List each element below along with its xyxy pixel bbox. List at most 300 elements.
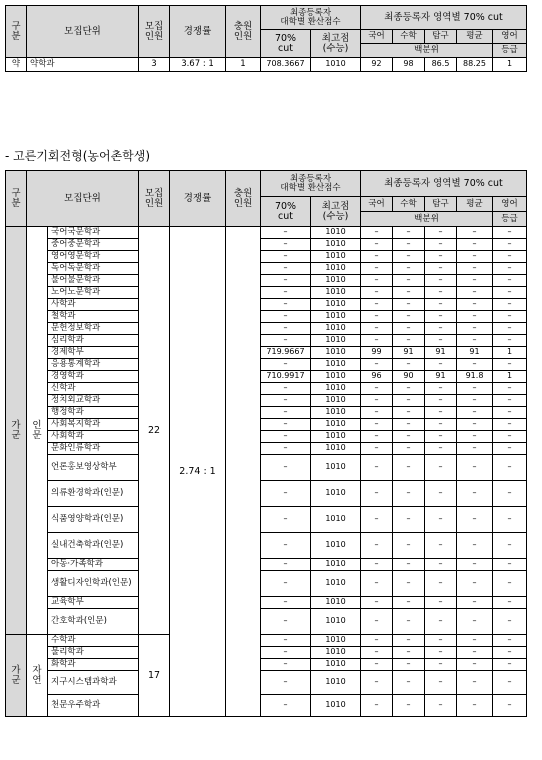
header-area-cut: 최종등록자 영역별 70% cut bbox=[361, 171, 527, 197]
header-final-score: 최종등록자 대학별 환산점수 bbox=[261, 171, 361, 197]
table-row bbox=[6, 481, 527, 507]
cut70-cell: – bbox=[261, 335, 311, 347]
inquiry-cell: – bbox=[425, 251, 457, 263]
math-cell: – bbox=[393, 335, 425, 347]
cut70-cell: 719.9667 bbox=[261, 347, 311, 359]
header-korean: 국어 bbox=[361, 30, 393, 44]
header-average: 평균 bbox=[457, 30, 493, 44]
english-cell: – bbox=[493, 481, 527, 507]
dept-cell: 응용통계학과 bbox=[48, 359, 139, 371]
average-cell: – bbox=[457, 359, 493, 371]
header-max-sub: (수능) bbox=[322, 210, 349, 222]
dept-cell: 경제학부 bbox=[48, 347, 139, 359]
english-cell: – bbox=[493, 287, 527, 299]
cut70-cell: – bbox=[261, 383, 311, 395]
inquiry-cell: – bbox=[425, 395, 457, 407]
average-cell: – bbox=[457, 647, 493, 659]
header-math: 수학 bbox=[393, 30, 425, 44]
dept-cell: 경영학과 bbox=[48, 371, 139, 383]
korean-cell: – bbox=[361, 359, 393, 371]
korean-cell: – bbox=[361, 609, 393, 635]
header-final-score: 최종등록자 대학별 환산점수 bbox=[261, 6, 361, 30]
english-cell: – bbox=[493, 571, 527, 597]
table-row bbox=[6, 597, 527, 609]
table-row bbox=[6, 58, 527, 72]
math-cell: – bbox=[393, 481, 425, 507]
english-cell: – bbox=[493, 507, 527, 533]
inquiry-cell: – bbox=[425, 407, 457, 419]
table-row bbox=[6, 371, 527, 383]
row-english: 1 bbox=[493, 58, 527, 72]
header-unit: 모집단위 bbox=[27, 171, 139, 227]
inquiry-cell: – bbox=[425, 299, 457, 311]
cut70-cell: – bbox=[261, 443, 311, 455]
korean-cell: – bbox=[361, 311, 393, 323]
table-row bbox=[6, 635, 527, 647]
average-cell: – bbox=[457, 287, 493, 299]
dept-cell: 사학과 bbox=[48, 299, 139, 311]
table-row bbox=[6, 239, 527, 251]
korean-cell: – bbox=[361, 533, 393, 559]
dept-cell: 수학과 bbox=[48, 635, 139, 647]
english-cell: – bbox=[493, 263, 527, 275]
dept-cell: 문화인류학과 bbox=[48, 443, 139, 455]
math-cell: – bbox=[393, 395, 425, 407]
english-cell: – bbox=[493, 443, 527, 455]
table-row bbox=[6, 455, 527, 481]
recruit-cell: 22 bbox=[139, 227, 170, 635]
math-cell: – bbox=[393, 695, 425, 717]
table-row bbox=[6, 251, 527, 263]
inquiry-cell: – bbox=[425, 311, 457, 323]
dept-cell: 물리학과 bbox=[48, 647, 139, 659]
rural-table-body bbox=[6, 227, 527, 717]
table-row bbox=[6, 335, 527, 347]
max-cell: 1010 bbox=[311, 287, 361, 299]
table-row bbox=[6, 659, 527, 671]
dept-cell: 의류환경학과(인문) bbox=[48, 481, 139, 507]
english-cell: – bbox=[493, 239, 527, 251]
header-cut70 bbox=[261, 30, 311, 58]
max-cell: 1010 bbox=[311, 323, 361, 335]
rural-admission-table bbox=[5, 170, 527, 717]
average-cell: – bbox=[457, 299, 493, 311]
inquiry-cell: – bbox=[425, 275, 457, 287]
header-cut70-label: 70% bbox=[274, 200, 297, 212]
table-row bbox=[6, 299, 527, 311]
max-cell: 1010 bbox=[311, 695, 361, 717]
korean-cell: – bbox=[361, 239, 393, 251]
english-cell: – bbox=[493, 455, 527, 481]
korean-cell: – bbox=[361, 635, 393, 647]
inquiry-cell: – bbox=[425, 359, 457, 371]
table-row bbox=[6, 647, 527, 659]
english-cell: – bbox=[493, 395, 527, 407]
header-math: 수학 bbox=[393, 197, 425, 212]
math-cell: – bbox=[393, 443, 425, 455]
max-cell: 1010 bbox=[311, 659, 361, 671]
header-cut70 bbox=[261, 197, 311, 227]
korean-cell: – bbox=[361, 419, 393, 431]
korean-cell: – bbox=[361, 251, 393, 263]
table-row bbox=[6, 311, 527, 323]
math-cell: – bbox=[393, 659, 425, 671]
english-cell: – bbox=[493, 335, 527, 347]
header-area-cut: 최종등록자 영역별 70% cut bbox=[361, 6, 527, 30]
table-row bbox=[6, 533, 527, 559]
average-cell: – bbox=[457, 635, 493, 647]
inquiry-cell: – bbox=[425, 597, 457, 609]
header-gubun: 구 분 bbox=[6, 171, 27, 227]
average-cell: – bbox=[457, 311, 493, 323]
average-cell: – bbox=[457, 383, 493, 395]
header-english: 영어 bbox=[493, 30, 527, 44]
korean-cell: – bbox=[361, 431, 393, 443]
table-row bbox=[6, 671, 527, 695]
additional-cell bbox=[226, 227, 261, 717]
korean-cell: – bbox=[361, 507, 393, 533]
table-row bbox=[6, 263, 527, 275]
math-cell: – bbox=[393, 287, 425, 299]
english-cell: – bbox=[493, 359, 527, 371]
average-cell: 91 bbox=[457, 347, 493, 359]
header-grade: 등급 bbox=[493, 44, 527, 58]
average-cell: – bbox=[457, 407, 493, 419]
math-cell: – bbox=[393, 299, 425, 311]
table-row bbox=[6, 323, 527, 335]
average-cell: – bbox=[457, 335, 493, 347]
average-cell: – bbox=[457, 671, 493, 695]
english-cell: – bbox=[493, 695, 527, 717]
header-average: 평균 bbox=[457, 197, 493, 212]
inquiry-cell: – bbox=[425, 239, 457, 251]
english-cell: – bbox=[493, 323, 527, 335]
header-recruit: 모집 인원 bbox=[139, 171, 170, 227]
max-cell: 1010 bbox=[311, 507, 361, 533]
korean-cell: – bbox=[361, 571, 393, 597]
average-cell: – bbox=[457, 275, 493, 287]
english-cell: – bbox=[493, 597, 527, 609]
dept-cell: 사회학과 bbox=[48, 431, 139, 443]
average-cell: – bbox=[457, 431, 493, 443]
english-cell: – bbox=[493, 419, 527, 431]
cut70-cell: – bbox=[261, 431, 311, 443]
cut70-cell: – bbox=[261, 559, 311, 571]
cut70-cell: – bbox=[261, 533, 311, 559]
dept-cell: 생활디자인학과(인문) bbox=[48, 571, 139, 597]
average-cell: – bbox=[457, 659, 493, 671]
korean-cell: – bbox=[361, 443, 393, 455]
max-cell: 1010 bbox=[311, 347, 361, 359]
math-cell: – bbox=[393, 311, 425, 323]
table-row bbox=[6, 609, 527, 635]
dept-cell: 신학과 bbox=[48, 383, 139, 395]
cut70-cell: – bbox=[261, 671, 311, 695]
average-cell: – bbox=[457, 571, 493, 597]
dept-cell: 사회복지학과 bbox=[48, 419, 139, 431]
row-additional: 1 bbox=[226, 58, 261, 72]
cut70-cell: – bbox=[261, 507, 311, 533]
row-korean: 92 bbox=[361, 58, 393, 72]
average-cell: – bbox=[457, 507, 493, 533]
inquiry-cell: – bbox=[425, 455, 457, 481]
korean-cell: – bbox=[361, 383, 393, 395]
korean-cell: – bbox=[361, 559, 393, 571]
math-cell: – bbox=[393, 533, 425, 559]
cut70-cell: – bbox=[261, 275, 311, 287]
table-row bbox=[6, 395, 527, 407]
header-cut70-sub: cut bbox=[278, 42, 293, 54]
cut70-cell: – bbox=[261, 395, 311, 407]
max-cell: 1010 bbox=[311, 671, 361, 695]
max-cell: 1010 bbox=[311, 251, 361, 263]
table-row bbox=[6, 275, 527, 287]
cut70-cell: – bbox=[261, 323, 311, 335]
inquiry-cell: – bbox=[425, 647, 457, 659]
korean-cell: – bbox=[361, 647, 393, 659]
korean-cell: – bbox=[361, 481, 393, 507]
average-cell: – bbox=[457, 239, 493, 251]
table-row bbox=[6, 507, 527, 533]
math-cell: – bbox=[393, 559, 425, 571]
english-cell: – bbox=[493, 299, 527, 311]
math-cell: – bbox=[393, 671, 425, 695]
max-cell: 1010 bbox=[311, 455, 361, 481]
header-max-label: 최고점 bbox=[321, 200, 350, 212]
math-cell: – bbox=[393, 597, 425, 609]
cut70-cell: – bbox=[261, 481, 311, 507]
cut70-cell: – bbox=[261, 263, 311, 275]
category-cell: 인 문 bbox=[27, 227, 48, 635]
dept-cell: 문헌정보학과 bbox=[48, 323, 139, 335]
header-cut70-sub: cut bbox=[278, 210, 293, 222]
inquiry-cell: – bbox=[425, 671, 457, 695]
cut70-cell: – bbox=[261, 647, 311, 659]
inquiry-cell: – bbox=[425, 227, 457, 239]
max-cell: 1010 bbox=[311, 395, 361, 407]
korean-cell: – bbox=[361, 659, 393, 671]
header-recruit: 모집 인원 bbox=[139, 6, 170, 58]
math-cell: – bbox=[393, 323, 425, 335]
dept-cell: 불어불문학과 bbox=[48, 275, 139, 287]
cut70-cell: – bbox=[261, 571, 311, 597]
korean-cell: – bbox=[361, 227, 393, 239]
average-cell: – bbox=[457, 533, 493, 559]
header-max-label: 최고점 bbox=[321, 32, 350, 44]
math-cell: – bbox=[393, 263, 425, 275]
header-gubun: 구 분 bbox=[6, 6, 27, 58]
math-cell: – bbox=[393, 507, 425, 533]
max-cell: 1010 bbox=[311, 431, 361, 443]
table-row bbox=[6, 227, 527, 239]
cut70-cell: – bbox=[261, 311, 311, 323]
math-cell: – bbox=[393, 571, 425, 597]
inquiry-cell: – bbox=[425, 481, 457, 507]
inquiry-cell: – bbox=[425, 659, 457, 671]
inquiry-cell: – bbox=[425, 533, 457, 559]
header-max bbox=[311, 197, 361, 227]
dept-cell: 행정학과 bbox=[48, 407, 139, 419]
average-cell: – bbox=[457, 227, 493, 239]
korean-cell: – bbox=[361, 671, 393, 695]
header-competition: 경쟁률 bbox=[170, 6, 226, 58]
english-cell: – bbox=[493, 227, 527, 239]
inquiry-cell: – bbox=[425, 571, 457, 597]
table-row bbox=[6, 571, 527, 597]
max-cell: 1010 bbox=[311, 383, 361, 395]
average-cell: – bbox=[457, 395, 493, 407]
english-cell: – bbox=[493, 311, 527, 323]
max-cell: 1010 bbox=[311, 597, 361, 609]
header-max-sub: (수능) bbox=[322, 42, 349, 54]
average-cell: – bbox=[457, 481, 493, 507]
math-cell: 91 bbox=[393, 347, 425, 359]
header-grade: 등급 bbox=[493, 212, 527, 227]
table-row bbox=[6, 695, 527, 717]
inquiry-cell: – bbox=[425, 383, 457, 395]
header-unit: 모집단위 bbox=[27, 6, 139, 58]
korean-cell: – bbox=[361, 287, 393, 299]
korean-cell: – bbox=[361, 323, 393, 335]
gun-cell: 가 군 bbox=[6, 227, 27, 635]
gun-cell: 가 군 bbox=[6, 635, 27, 717]
dept-cell: 아동·가족학과 bbox=[48, 559, 139, 571]
cut70-cell: – bbox=[261, 635, 311, 647]
dept-cell: 영어영문학과 bbox=[48, 251, 139, 263]
inquiry-cell: – bbox=[425, 287, 457, 299]
inquiry-cell: – bbox=[425, 323, 457, 335]
category-cell: 자 연 bbox=[27, 635, 48, 717]
table-row bbox=[6, 383, 527, 395]
cut70-cell: – bbox=[261, 287, 311, 299]
math-cell: – bbox=[393, 227, 425, 239]
table-row bbox=[6, 431, 527, 443]
inquiry-cell: – bbox=[425, 443, 457, 455]
dept-cell: 중어중문학과 bbox=[48, 239, 139, 251]
max-cell: 1010 bbox=[311, 571, 361, 597]
dept-cell: 지구시스템과학과 bbox=[48, 671, 139, 695]
english-cell: 1 bbox=[493, 347, 527, 359]
inquiry-cell: – bbox=[425, 431, 457, 443]
average-cell: – bbox=[457, 597, 493, 609]
korean-cell: 96 bbox=[361, 371, 393, 383]
math-cell: – bbox=[393, 275, 425, 287]
dept-cell: 교육학부 bbox=[48, 597, 139, 609]
korean-cell: – bbox=[361, 395, 393, 407]
cut70-cell: – bbox=[261, 299, 311, 311]
header-inquiry: 탐구 bbox=[425, 197, 457, 212]
average-cell: – bbox=[457, 443, 493, 455]
dept-cell: 독어독문학과 bbox=[48, 263, 139, 275]
header-korean: 국어 bbox=[361, 197, 393, 212]
math-cell: – bbox=[393, 239, 425, 251]
header-additional: 충원 인원 bbox=[226, 6, 261, 58]
header-max bbox=[311, 30, 361, 58]
inquiry-cell: 91 bbox=[425, 347, 457, 359]
inquiry-cell: – bbox=[425, 609, 457, 635]
cut70-cell: – bbox=[261, 239, 311, 251]
inquiry-cell: – bbox=[425, 507, 457, 533]
english-cell: – bbox=[493, 275, 527, 287]
table-row bbox=[6, 419, 527, 431]
inquiry-cell: – bbox=[425, 263, 457, 275]
header-percentile: 백분위 bbox=[361, 44, 493, 58]
korean-cell: – bbox=[361, 263, 393, 275]
average-cell: – bbox=[457, 419, 493, 431]
english-cell: – bbox=[493, 251, 527, 263]
inquiry-cell: – bbox=[425, 335, 457, 347]
dept-cell: 언론홍보영상학부 bbox=[48, 455, 139, 481]
dept-cell: 정치외교학과 bbox=[48, 395, 139, 407]
english-cell: – bbox=[493, 383, 527, 395]
row-cut70: 708.3667 bbox=[261, 58, 311, 72]
max-cell: 1010 bbox=[311, 263, 361, 275]
cut70-cell: – bbox=[261, 695, 311, 717]
table-row bbox=[6, 407, 527, 419]
english-cell: – bbox=[493, 647, 527, 659]
math-cell: – bbox=[393, 647, 425, 659]
english-cell: – bbox=[493, 671, 527, 695]
pharmacy-results-table bbox=[5, 5, 527, 72]
max-cell: 1010 bbox=[311, 239, 361, 251]
max-cell: 1010 bbox=[311, 559, 361, 571]
cut70-cell: – bbox=[261, 407, 311, 419]
korean-cell: – bbox=[361, 335, 393, 347]
english-cell: – bbox=[493, 407, 527, 419]
english-cell: – bbox=[493, 609, 527, 635]
dept-cell: 식품영양학과(인문) bbox=[48, 507, 139, 533]
dept-cell: 화학과 bbox=[48, 659, 139, 671]
dept-cell: 간호학과(인문) bbox=[48, 609, 139, 635]
header-cut70-label: 70% bbox=[274, 32, 297, 44]
inquiry-cell: – bbox=[425, 635, 457, 647]
row-max: 1010 bbox=[311, 58, 361, 72]
dept-cell: 실내건축학과(인문) bbox=[48, 533, 139, 559]
row-dept: 약학과 bbox=[27, 58, 139, 72]
section-title: - 고른기회전형(농어촌학생) bbox=[5, 149, 151, 163]
cut70-cell: 710.9917 bbox=[261, 371, 311, 383]
header-additional: 충원 인원 bbox=[226, 171, 261, 227]
english-cell: – bbox=[493, 533, 527, 559]
english-cell: – bbox=[493, 431, 527, 443]
math-cell: – bbox=[393, 431, 425, 443]
cut70-cell: – bbox=[261, 251, 311, 263]
max-cell: 1010 bbox=[311, 419, 361, 431]
table-row bbox=[6, 359, 527, 371]
dept-cell: 노어노문학과 bbox=[48, 287, 139, 299]
korean-cell: – bbox=[361, 275, 393, 287]
cut70-cell: – bbox=[261, 419, 311, 431]
table-row bbox=[6, 443, 527, 455]
math-cell: – bbox=[393, 609, 425, 635]
english-cell: – bbox=[493, 559, 527, 571]
max-cell: 1010 bbox=[311, 227, 361, 239]
math-cell: – bbox=[393, 359, 425, 371]
korean-cell: – bbox=[361, 299, 393, 311]
max-cell: 1010 bbox=[311, 533, 361, 559]
korean-cell: – bbox=[361, 455, 393, 481]
korean-cell: – bbox=[361, 597, 393, 609]
dept-cell: 천문우주학과 bbox=[48, 695, 139, 717]
english-cell: – bbox=[493, 659, 527, 671]
korean-cell: 99 bbox=[361, 347, 393, 359]
inquiry-cell: 91 bbox=[425, 371, 457, 383]
cut70-cell: – bbox=[261, 609, 311, 635]
average-cell: – bbox=[457, 251, 493, 263]
max-cell: 1010 bbox=[311, 275, 361, 287]
math-cell: – bbox=[393, 635, 425, 647]
korean-cell: – bbox=[361, 407, 393, 419]
